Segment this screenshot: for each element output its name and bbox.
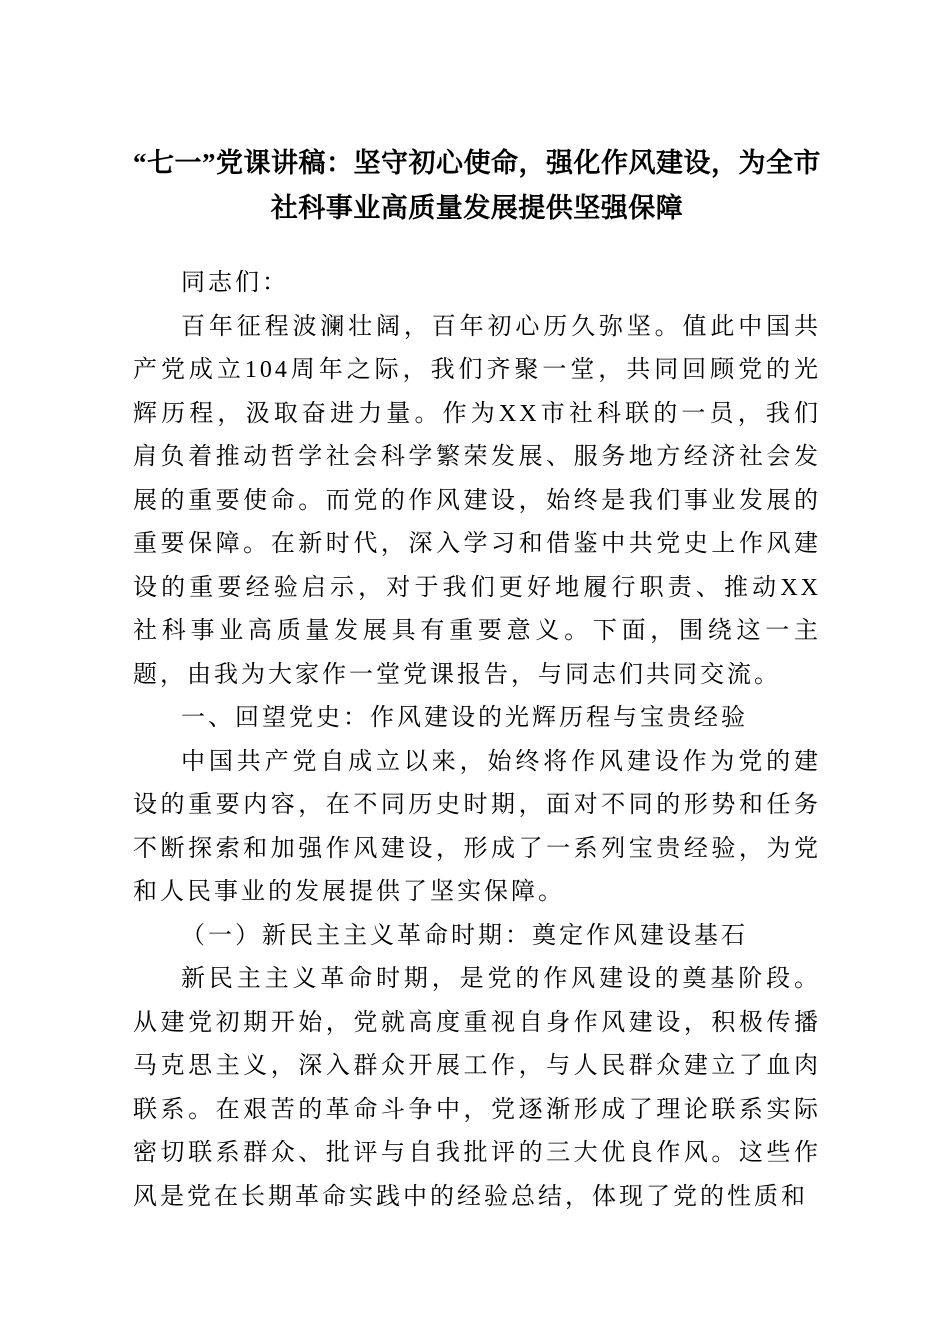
paragraph-intro: 百年征程波澜壮阔，百年初心历久弥坚。值此中国共产党成立104周年之际，我们齐聚一堂，共同回顾党的光辉历程，汲取奋进力量。作为XX市社科联的一员，我们肩负着推动哲学社会科学繁荣发展、服务地方经济社会发展的重要使命。而党的作风建设，始终是我们事业发展的重要保障。在新时代，深入学习和借鉴中共党史上作风建设的重要经验启示，对于我们更好地履行职责、推动XX社科事业高质量发展具有重要意义。下面，围绕这一主题，由我为大家作一堂党课报告，与同志们共同交流。 [133, 313, 821, 688]
doc-title: “七一”党课讲稿：坚守初心使命，强化作风建设，为全市社科事业高质量发展提供坚强保障 [133, 148, 821, 223]
heading-subsection-1-1: （一）新民主主义革命时期：奠定作风建设基石 [181, 922, 748, 949]
paragraph-salutation: 同志们： [181, 270, 289, 296]
document-content [133, 141, 821, 1219]
paragraph-section-1-overview: 中国共产党自成立以来，始终将作风建设作为党的建设的重要内容，在不同历史时期，面对不同的形势和任务不断探索和加强作风建设，形成了一系列宝贵经验，为党和人民事业的发展提供了坚实保障。 [133, 748, 821, 905]
heading-section-1: 一、回望党史：作风建设的光辉历程与宝贵经验 [181, 705, 748, 731]
paragraph-subsection-1-1: 新民主主义革命时期，是党的作风建设的奠基阶段。从建党初期开始，党就高度重视自身作风建设，积极传播马克思主义，深入群众开展工作，与人民群众建立了血肉联系。在艰苦的革命斗争中，党逐渐形成了理论联系实际密切联系群众、批评与自我批评的三大优良作风。这些作风是党在长期革命实践中的经验总结，体现了党的性质和 [133, 966, 821, 1210]
